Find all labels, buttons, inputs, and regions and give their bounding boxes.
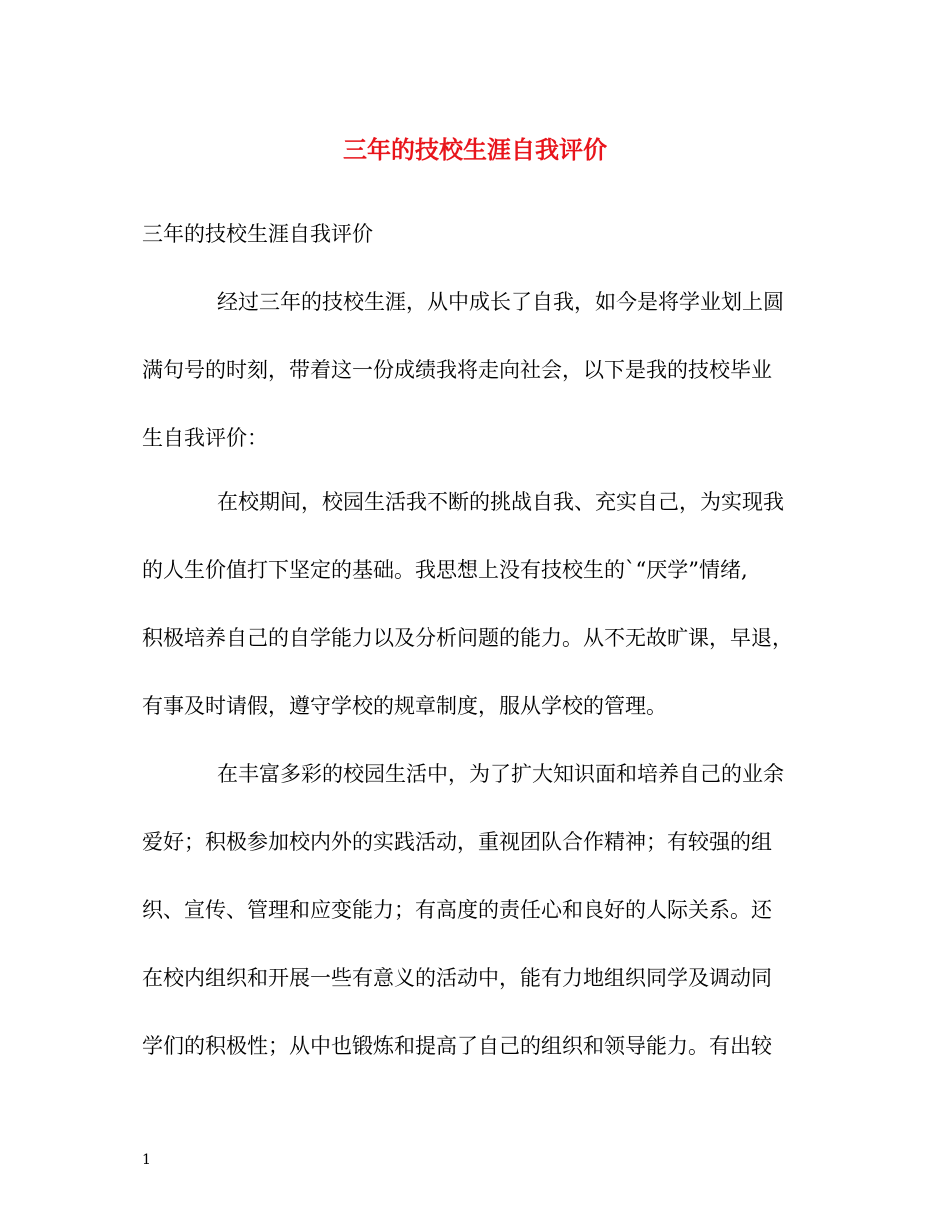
paragraph-line: 在校内组织和开展一些有意义的活动中，能有力地组织同学及调动同 [142,966,772,990]
document-title: 三年的技校生涯自我评价 [343,135,607,164]
paragraph-line: 织、宣传、管理和应变能力；有高度的责任心和良好的人际关系。还 [142,898,772,922]
document-subtitle: 三年的技校生涯自我评价 [142,222,373,246]
paragraph-line: 在丰富多彩的校园生活中，为了扩大知识面和培养自己的业余 [217,762,784,786]
paragraph-line: 经过三年的技校生涯，从中成长了自我，如今是将学业划上圆 [217,290,784,314]
paragraph-line: 积极培养自己的自学能力以及分析问题的能力。从不无故旷课，早退， [142,626,793,650]
paragraph-line: 的人生价值打下坚定的基础。我思想上没有技校生的`“厌学”情绪, [142,558,748,582]
paragraph-line: 生自我评价： [142,426,268,450]
paragraph-line: 在校期间，校园生活我不断的挑战自我、充实自己，为实现我 [217,490,784,514]
paragraph-line: 有事及时请假，遵守学校的规章制度，服从学校的管理。 [142,694,667,718]
paragraph-line: 爱好；积极参加校内外的实践活动，重视团队合作精神；有较强的组 [142,830,772,854]
paragraph-line: 满句号的时刻，带着这一份成绩我将走向社会，以下是我的技校毕业 [142,358,772,382]
paragraph-line: 学们的积极性；从中也锻炼和提高了自己的组织和领导能力。有出较 [142,1034,772,1058]
page-number: 1 [142,1152,151,1168]
